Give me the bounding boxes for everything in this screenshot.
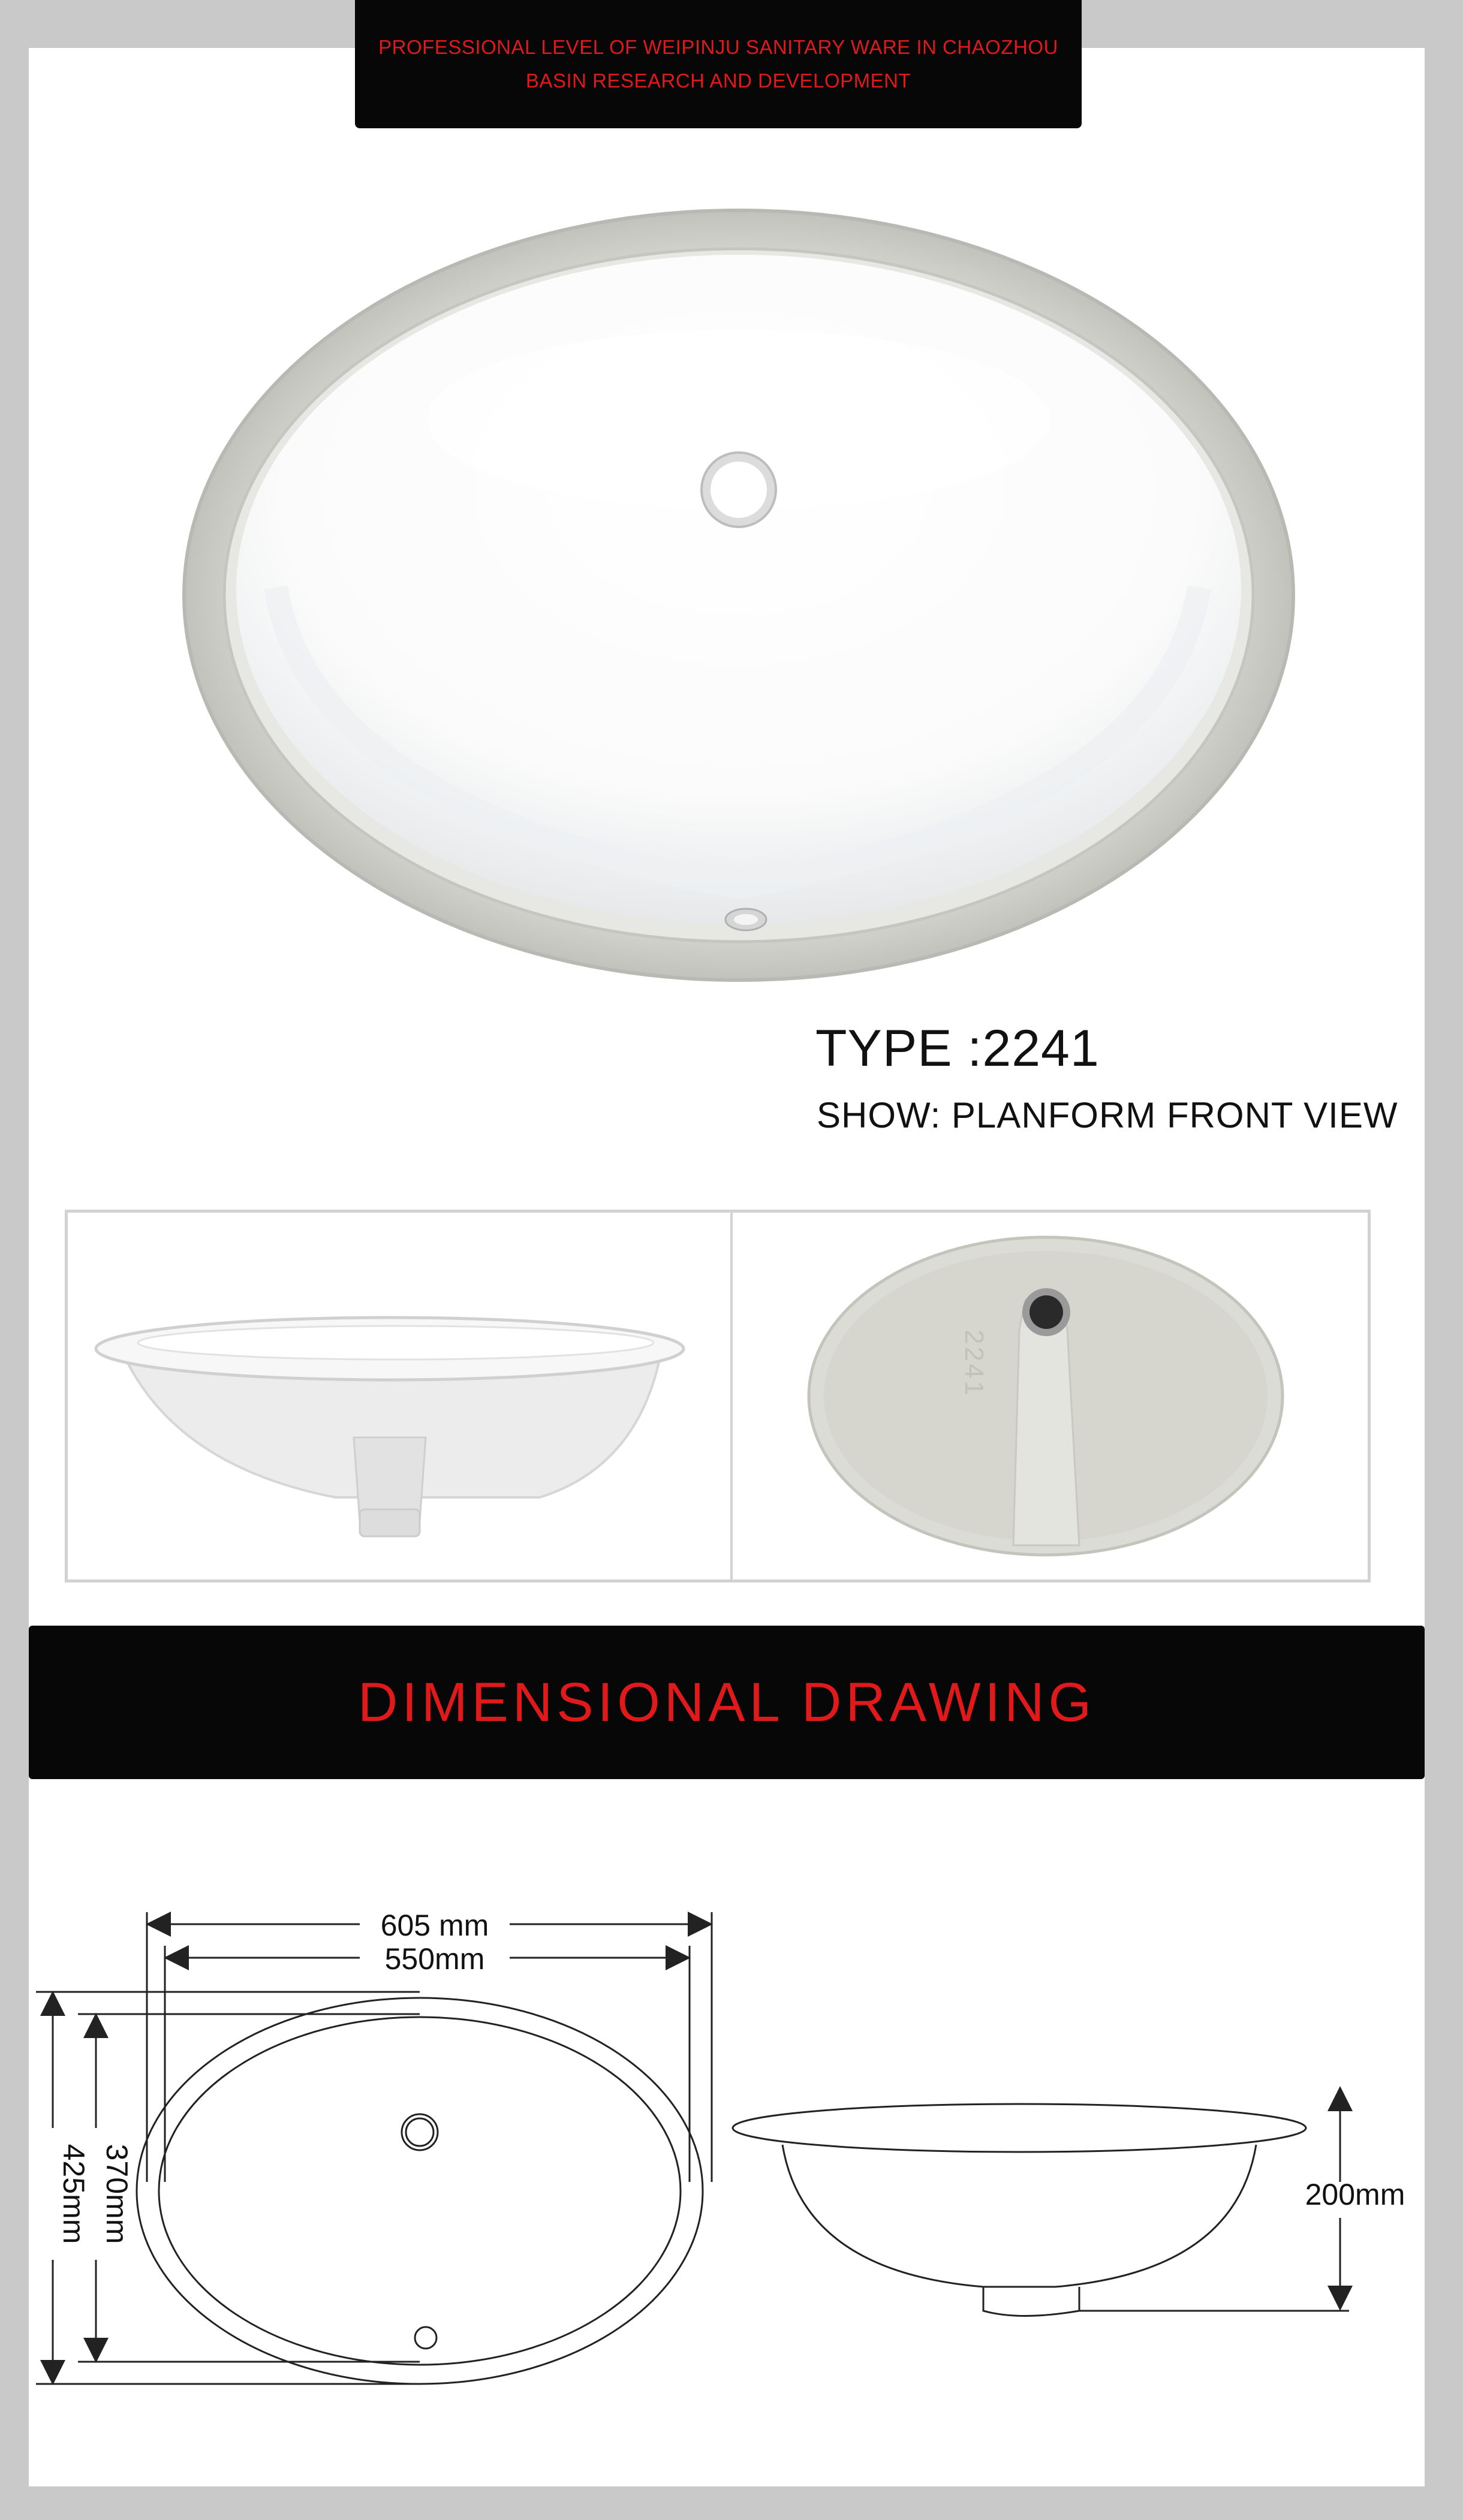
drain-hole-icon — [702, 453, 776, 527]
outer-length-label: 425mm — [57, 2144, 91, 2244]
header-line-2: BASIN RESEARCH AND DEVELOPMENT — [525, 70, 911, 92]
section-title: DIMENSIONAL DRAWING — [357, 1671, 1096, 1733]
inner-width-label: 550mm — [384, 1942, 485, 1976]
basin-side-view-photo — [96, 1318, 684, 1536]
header-line-1: PROFESSIONAL LEVEL OF WEIPINJU SANITARY WARE IN CHAOZHOU — [378, 36, 1058, 58]
type-label: TYPE :2241 — [815, 1020, 1100, 1077]
length-dimension-lines — [36, 1992, 420, 2384]
plan-view-drawing — [137, 1998, 703, 2384]
side-view-drawing — [733, 2104, 1349, 2316]
drain-hole-icon — [1022, 1288, 1070, 1336]
inner-length-label: 370mm — [100, 2144, 134, 2244]
height-label: 200mm — [1305, 2178, 1405, 2211]
overflow-hole-icon — [726, 909, 766, 930]
basin-side-and-bottom-photos — [0, 1210, 1463, 1582]
basin-top-view-photo — [0, 0, 1463, 1019]
show-label: SHOW: PLANFORM FRONT VIEW — [817, 1095, 1398, 1135]
section-banner — [29, 1626, 1425, 1779]
overflow-hole-icon — [415, 2327, 437, 2349]
drain-hole-icon — [402, 2114, 438, 2150]
dimensional-drawing — [0, 1846, 1463, 2482]
bottom-stamp-text: 2241 — [959, 1330, 989, 1398]
outer-width-label: 605 mm — [380, 1909, 489, 1942]
basin-bottom-view-photo — [809, 1237, 1283, 1555]
